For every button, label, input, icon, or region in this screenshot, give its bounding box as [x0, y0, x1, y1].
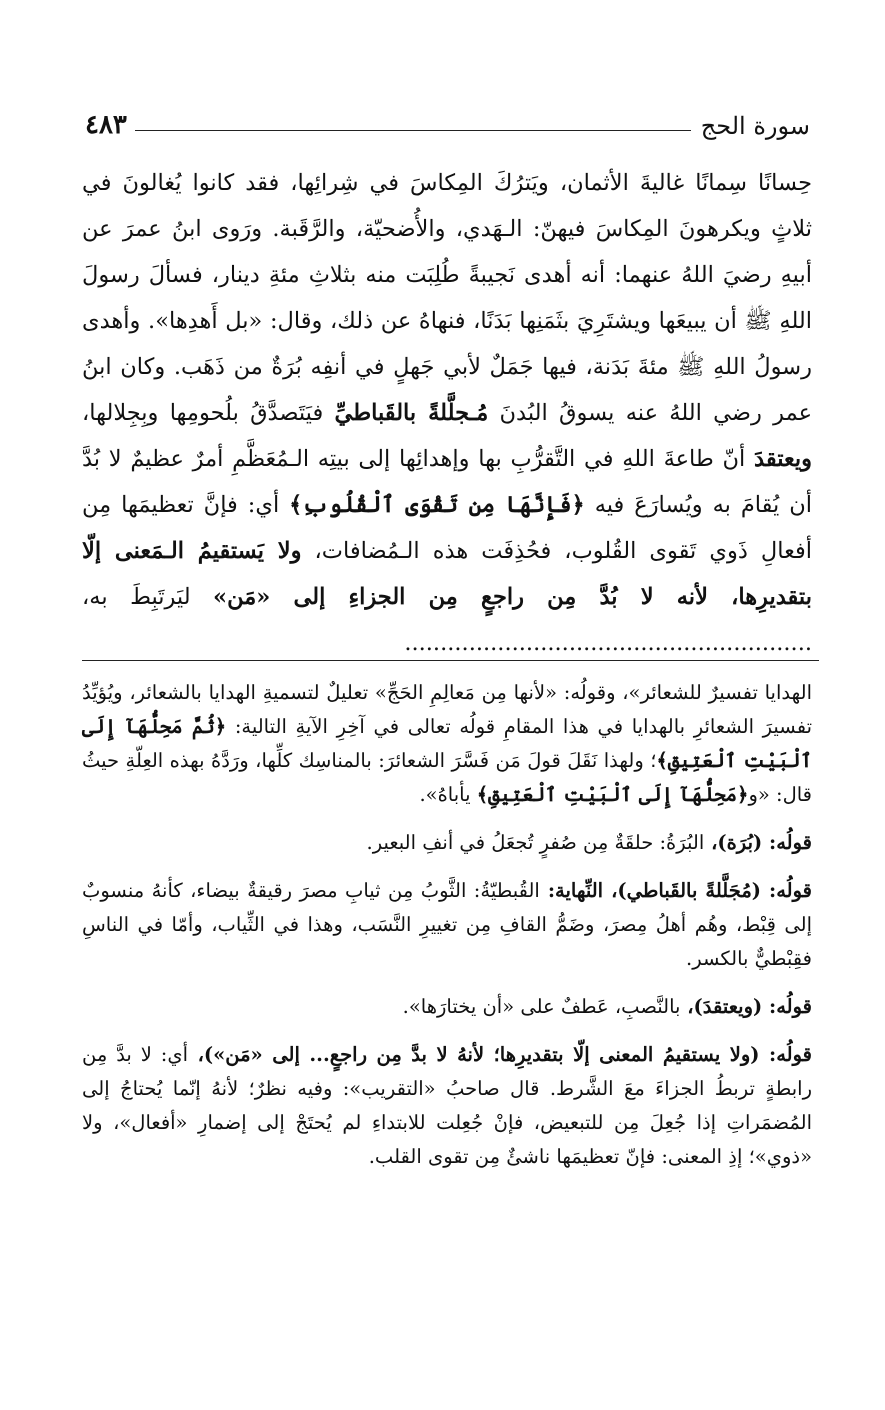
- continuation-dots: .........................................................: [404, 630, 812, 656]
- note-text: البُرَةُ: حلقَةٌ مِن صُفرٍ تُجعَلُ في أنفِ البعير.: [366, 831, 705, 854]
- note-text: بالنَّصبِ، عَطفٌ على «أن يختارَها».: [402, 995, 681, 1018]
- text-span: أي: فإنَّ تعظيمَها مِن أفعالِ ذَوي تَقوى القُلوب، فحُذِفَت هذه الـمُضافات،: [82, 492, 813, 564]
- note-paragraph: [82, 676, 812, 812]
- note-text: القُبطيّةُ: الثَّوبُ مِن ثيابِ مصرَ رقيقةٌ بيضاء، كأنهُ منسوبٌ إلى قِبْط، وهُم أهلُ مِصرَ، وضَمُّ القافِ مِن تغييرِ النَّسَب، وهذا في الثِّياب، وأمّا في الناسِ فقِبْطيٌّ بالكسر.: [82, 879, 812, 970]
- note-text: ؛ ولهذا نَقَلَ قولَ مَن فَسَّرَ الشعائرَ: بالمناسِك كلِّها، ورَدَّهُ بهذه العِلّةِ حيثُ قال: «و: [82, 749, 812, 806]
- commentary-notes: [82, 676, 812, 1188]
- page-number: ٤٨٣: [85, 110, 127, 140]
- header-rule: [135, 130, 691, 131]
- footnote-divider: [82, 660, 819, 661]
- text-span: أنّ طاعةَ اللهِ في التَّقرُّبِ بها وإهدائِها إلى بيتِه الـمُعَظَّمِ أمرٌ عظيمٌ لا بُدَّ أن يُقامَ به ويُسارَعَ فيه: [82, 446, 812, 518]
- note-text: يأباهُ».: [419, 783, 477, 806]
- bold-quote-span: ويعتقدَ: [754, 446, 812, 472]
- note-text: الهدايا تفسيرٌ للشعائر»، وقولُه: «لأنها مِن مَعالِمِ الحَجِّ» تعليلٌ لتسميةِ الهدايا بالشعائر، ويُؤيِّدُ تفسيرَ الشعائرِ بالهدايا في هذا المقامِ قولُه تعالى في آخِرِ الآيةِ التالية:: [82, 681, 812, 738]
- quran-verse: ﴿ثُمَّ مَحِلُّهَآ إِلَى ٱلْبَيْتِ ٱلْعَتِيقِ﴾: [82, 715, 813, 772]
- note-heading: قولُه: (مُجَلَّلةً بالقَباطي)، النِّهاية:: [539, 879, 812, 902]
- note-paragraph: [82, 826, 812, 860]
- page-header: [85, 96, 810, 140]
- main-paragraph: [82, 160, 812, 666]
- note-heading: قولُه: (ولا يستقيمُ المعنى إلّا بتقديرِها؛ لأنهُ لا بدَّ مِن راجعٍ... إلى «مَن»)،: [188, 1043, 813, 1066]
- text-span: فيَتَصدَّقُ بلُحومِها وبِجِلالها،: [82, 400, 335, 426]
- text-span: ليَرتَبِطَ به،: [82, 584, 214, 610]
- surah-title: سورة الحج: [700, 112, 810, 140]
- text-span: حِسانًا سِمانًا غاليةَ الأثمان، ويَترُكَ المِكاسَ في شِرائِها، فقد كانوا يُغالونَ في ثلاثٍ ويكرهونَ المِكاسَ فيهنّ: الـهَدي، والأُضحيّة، والرَّقَبة. ورَوى ابنُ عمرَ عن أبيهِ رضيَ اللهُ عنهما: أنه أهدى نَجيبةً طُلِبَت منه بثلاثِ مئةِ دينار، فسألَ رسولَ اللهِ ﷺ أن يبيعَها ويشتَرِيَ بثَمَنِها بَدَنًا، فنهاهُ عن ذلك، وقال: «بل أَهدِها». وأهدى رسولُ اللهِ ﷺ مئةَ بَدَنة، فيها جَمَلٌ لأبي جَهلٍ في أنفِه بُرَةٌ من ذَهَب. وكان ابنُ عمر رضي اللهُ عنه يسوقُ البُدنَ: [82, 170, 812, 426]
- note-paragraph: [82, 990, 812, 1024]
- note-paragraph: [82, 1038, 812, 1174]
- quran-verse: ﴿مَحِلُّهَآ إِلَى ٱلْبَيْتِ ٱلْعَتِيقِ﴾: [476, 783, 749, 806]
- quran-verse: ﴿فَإِنَّهَا مِن تَقْوَى ٱلْقُلُوبِ﴾: [289, 492, 585, 518]
- bold-quote-span: مُـجلَّلةً بالقَباطيِّ: [334, 400, 489, 426]
- note-heading: قولُه: (ويعتقدَ)،: [680, 995, 812, 1018]
- note-text: أي: لا بدَّ مِن رابطةٍ تربطُ الجزاءَ معَ الشَّرط. قال صاحبُ «التقريب»: وفيه نظرٌ؛ لأنهُ إنّما يُحتاجُ إلى المُضمَراتِ إذا جُعِلَ مِن للتبعيض، فإنْ جُعِلت للابتداءِ لم يُحتَجْ إلى إضمارِ «أفعال»، ولا «ذوي»؛ إذِ المعنى: فإنّ تعظيمَها ناشئٌ مِن تقوى القلب.: [82, 1043, 812, 1168]
- note-heading: قولُه: (بُرَة)،: [704, 831, 812, 854]
- main-text: [82, 160, 812, 666]
- note-paragraph: [82, 874, 812, 976]
- bold-quote-span: ولا يَستقيمُ الـمَعنى إلّا بتقديرِها، لأنه لا بُدَّ مِن راجعٍ مِن الجزاءِ إلى «مَن»: [82, 538, 812, 610]
